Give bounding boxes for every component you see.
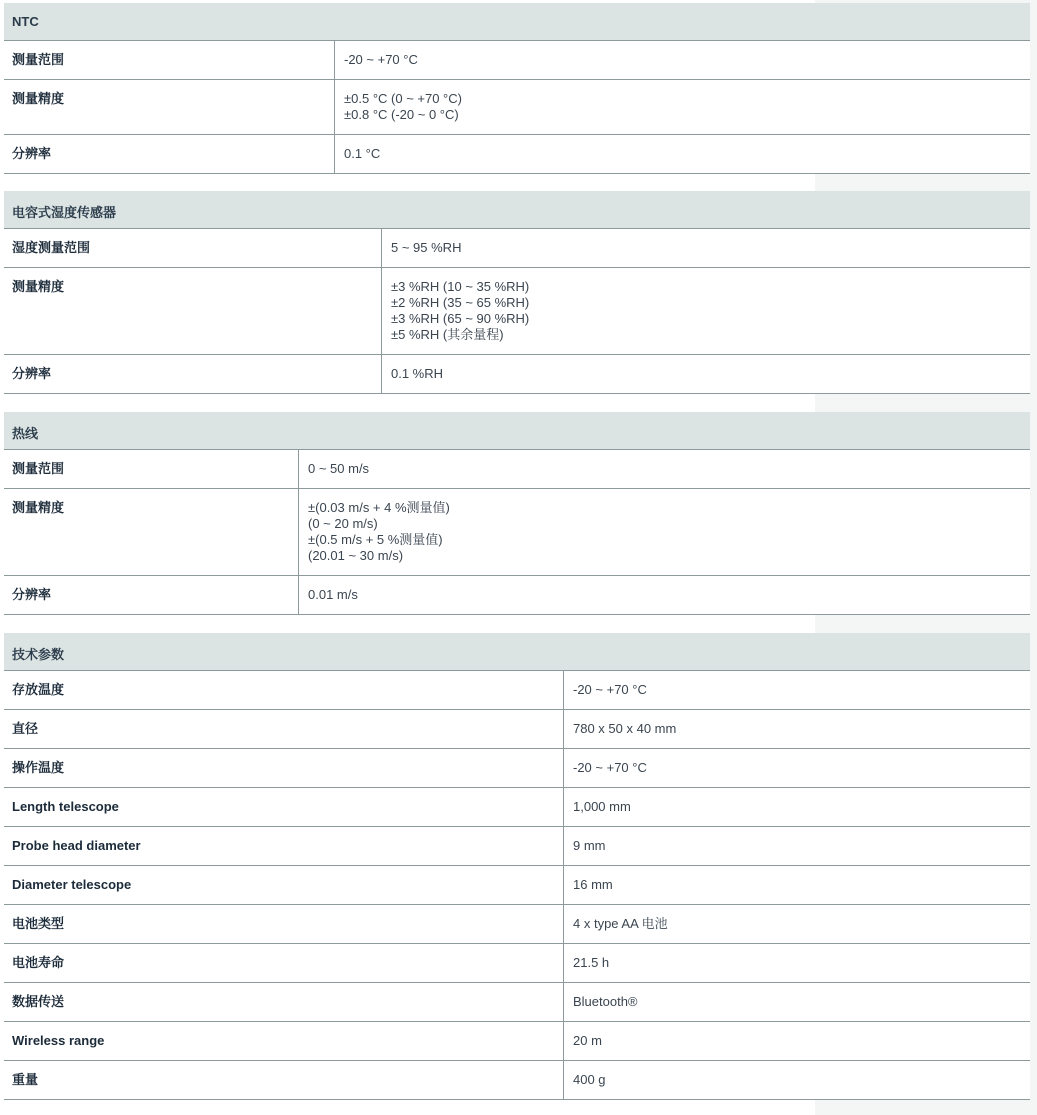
row-label: Diameter telescope: [4, 866, 564, 904]
section-header: 热线: [4, 412, 1030, 450]
row-value: 400 g: [573, 1072, 606, 1087]
row-value: -20 ~ +70 °C: [573, 760, 647, 775]
row-label: 数据传送: [4, 983, 564, 1021]
section-hot-wire: [4, 412, 1030, 615]
row-value: 21.5 h: [573, 955, 610, 970]
row-label: Probe head diameter: [4, 827, 564, 865]
table-row: [4, 1061, 1030, 1100]
section-humidity-sensor: [4, 191, 1030, 394]
table-row: [4, 866, 1030, 905]
row-value: 16 mm: [573, 877, 613, 892]
row-value: 5 ~ 95 %RH: [391, 240, 462, 255]
row-value: -20 ~ +70 °C: [573, 682, 647, 697]
table-row: [4, 788, 1030, 827]
table-row: [4, 355, 1030, 394]
table-row: [4, 450, 1030, 489]
table-row: [4, 268, 1030, 355]
table-row: [4, 905, 1030, 944]
row-value: 1,000 mm: [573, 799, 631, 814]
section-header: 电容式湿度传感器: [4, 191, 1030, 229]
row-label: 电池寿命: [4, 944, 564, 982]
row-label: 电池类型: [4, 905, 564, 943]
table-row: [4, 489, 1030, 576]
table-row: [4, 983, 1030, 1022]
row-value: ±3 %RH (10 ~ 35 %RH) ±2 %RH (35 ~ 65 %RH) ±3 %RH (65 ~ 90 %RH) ±5 %RH (其余量程): [391, 279, 530, 342]
row-label: 测量精度: [4, 268, 382, 354]
row-value: Bluetooth®: [573, 994, 638, 1009]
row-value: 0 ~ 50 m/s: [308, 461, 370, 476]
row-label: 湿度测量范围: [4, 229, 382, 267]
table-row: [4, 135, 1030, 174]
row-value: 20 m: [573, 1033, 602, 1048]
row-label: 分辨率: [4, 576, 299, 614]
section-header: NTC: [4, 3, 1030, 41]
table-row: [4, 671, 1030, 710]
table-row: [4, 944, 1030, 983]
row-label: 分辨率: [4, 355, 382, 393]
row-value: 0.01 m/s: [308, 587, 358, 602]
row-label: 重量: [4, 1061, 564, 1099]
row-value: -20 ~ +70 °C: [344, 52, 418, 67]
section-technical-data: [4, 633, 1030, 1100]
row-value: 780 x 50 x 40 mm: [573, 721, 677, 736]
table-row: [4, 710, 1030, 749]
row-value: ±0.5 °C (0 ~ +70 °C) ±0.8 °C (-20 ~ 0 °C): [344, 91, 462, 122]
table-row: [4, 229, 1030, 268]
row-label: Wireless range: [4, 1022, 564, 1060]
row-value: 4 x type AA 电池: [573, 916, 668, 931]
table-row: [4, 1022, 1030, 1061]
row-label: 测量范围: [4, 41, 335, 79]
row-label: 测量范围: [4, 450, 299, 488]
table-row: [4, 576, 1030, 615]
row-label: 存放温度: [4, 671, 564, 709]
row-label: 测量精度: [4, 489, 299, 575]
row-label: 操作温度: [4, 749, 564, 787]
table-row: [4, 827, 1030, 866]
row-label: 测量精度: [4, 80, 335, 134]
row-label: Length telescope: [4, 788, 564, 826]
table-row: [4, 41, 1030, 80]
section-ntc: [4, 3, 1030, 174]
row-label: 分辨率: [4, 135, 335, 173]
row-value: 0.1 %RH: [391, 366, 444, 381]
row-value: 0.1 °C: [344, 146, 381, 161]
row-value: 9 mm: [573, 838, 606, 853]
table-row: [4, 80, 1030, 135]
row-label: 直径: [4, 710, 564, 748]
section-header: 技术参数: [4, 633, 1030, 671]
table-row: [4, 749, 1030, 788]
row-value: ±(0.03 m/s + 4 %测量值) (0 ~ 20 m/s) ±(0.5 m/s + 5 %测量值) (20.01 ~ 30 m/s): [308, 500, 450, 563]
